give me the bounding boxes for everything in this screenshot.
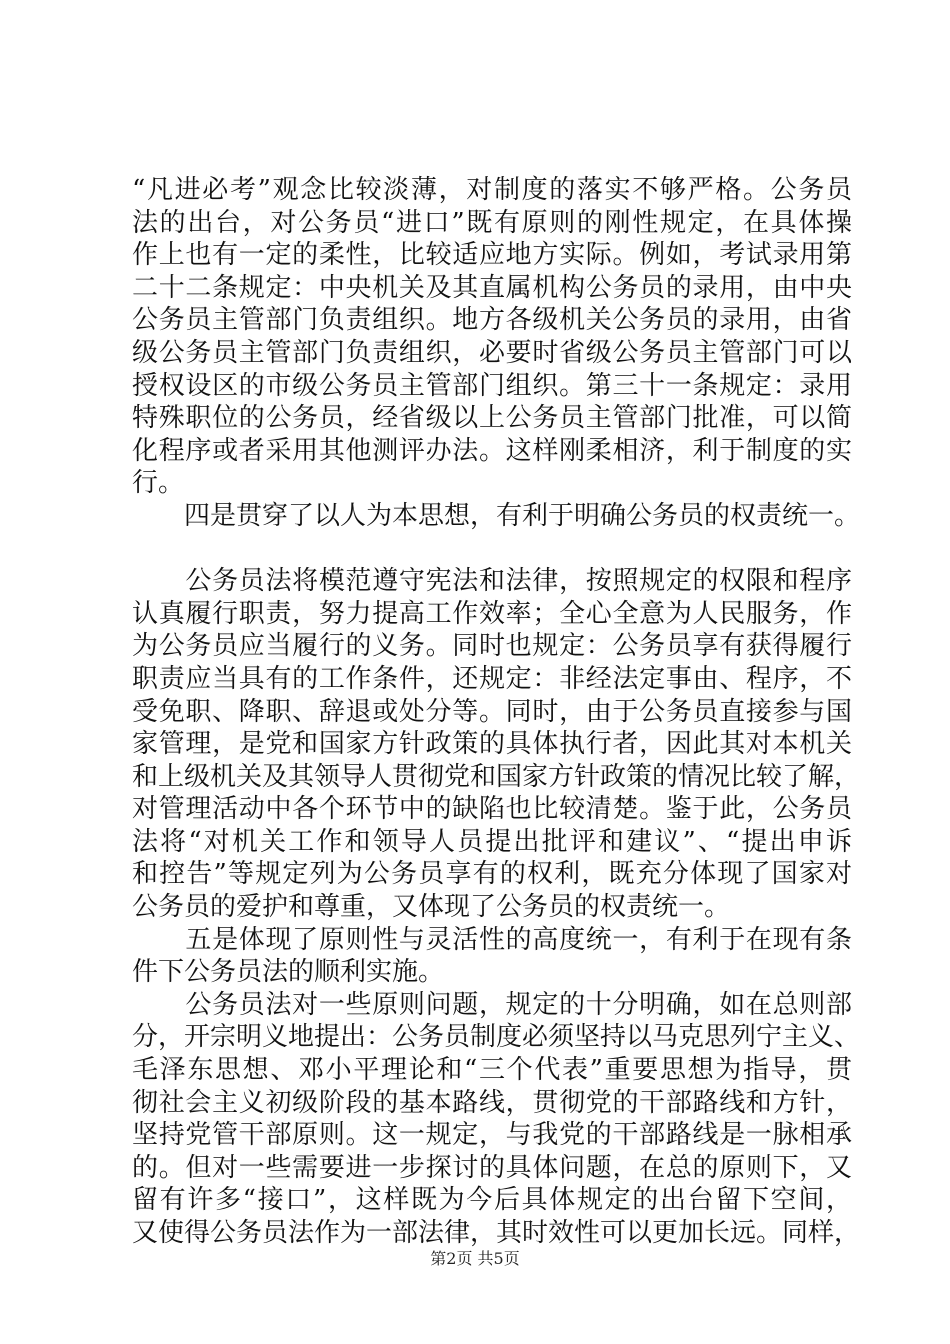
text-line: 法的出台，对公务员“进口”既有原则的刚性规定，在具体操 (132, 207, 852, 238)
section-heading-line: 件下公务员法的顺利实施。 (132, 957, 445, 988)
text-line: 公务员法将模范遵守宪法和法律，按照规定的权限和程序 (132, 566, 852, 597)
text-line: 对管理活动中各个环节中的缺陷也比较清楚。鉴于此，公务员 (132, 794, 852, 825)
text-line: 公务员的爱护和尊重，又体现了公务员的权责统一。 (132, 892, 731, 923)
text-line: 家管理，是党和国家方针政策的具体执行者，因此其对本机关 (132, 729, 852, 760)
text-line: 留有许多“接口”，这样既为今后具体规定的出台留下空间， (132, 1185, 852, 1216)
text-line: 坚持党管干部原则。这一规定，与我党的干部路线是一脉相承 (132, 1120, 852, 1151)
text-line: 的。但对一些需要进一步探讨的具体问题，在总的原则下，又 (132, 1152, 852, 1183)
text-line: 毛泽东思想、邓小平理论和“三个代表”重要思想为指导，贯 (132, 1055, 852, 1086)
text-line: 级公务员主管部门负责组织，必要时省级公务员主管部门可以 (132, 337, 852, 368)
text-line: 化程序或者采用其他测评办法。这样刚柔相济，利于制度的实 (132, 435, 852, 466)
text-line: 授权设区的市级公务员主管部门组织。第三十一条规定：录用 (132, 370, 852, 401)
text-line: 特殊职位的公务员，经省级以上公务员主管部门批准，可以简 (132, 403, 852, 434)
text-line: 彻社会主义初级阶段的基本路线，贯彻党的干部路线和方针， (132, 1087, 852, 1118)
text-line: 和上级机关及其领导人贯彻党和国家方针政策的情况比较了解， (132, 761, 861, 792)
text-line: 认真履行职责，努力提高工作效率；全心全意为人民服务，作 (132, 598, 852, 629)
text-line: 作上也有一定的柔性，比较适应地方实际。例如，考试录用第 (132, 240, 852, 271)
text-line: 行。 (132, 468, 185, 499)
text-line: 分，开宗明义地提出：公务员制度必须坚持以马克思列宁主义、 (132, 1022, 861, 1053)
text-line: 法将“对机关工作和领导人员提出批评和建议”、“提出申诉 (132, 826, 852, 857)
text-line: 又使得公务员法作为一部法律，其时效性可以更加长远。同样， (132, 1218, 861, 1248)
text-line: 受免职、降职、辞退或处分等。同时，由于公务员直接参与国 (132, 696, 852, 727)
text-line: 二十二条规定：中央机关及其直属机构公务员的录用，由中央 (132, 272, 852, 303)
text-line: 职责应当具有的工作条件，还规定：非经法定事由、程序，不 (132, 663, 852, 694)
text-line: 为公务员应当履行的义务。同时也规定：公务员享有获得履行 (132, 631, 852, 662)
section-heading-line: 五是体现了原则性与灵活性的高度统一，有利于在现有条 (132, 924, 852, 955)
section-heading-line: 四是贯穿了以人为本思想，有利于明确公务员的权责统一。 (132, 500, 861, 531)
text-line: “凡进必考”观念比较淡薄，对制度的落实不够严格。公务员 (132, 175, 852, 205)
text-line: 和控告”等规定列为公务员享有的权利，既充分体现了国家对 (132, 859, 852, 890)
document-body (132, 174, 861, 1250)
page-number-footer: 第2页 共5页 (430, 1249, 520, 1268)
blank-line (132, 533, 852, 566)
text-line: 公务员法对一些原则问题，规定的十分明确，如在总则部 (132, 989, 852, 1020)
text-line: 公务员主管部门负责组织。地方各级机关公务员的录用，由省 (132, 305, 852, 336)
